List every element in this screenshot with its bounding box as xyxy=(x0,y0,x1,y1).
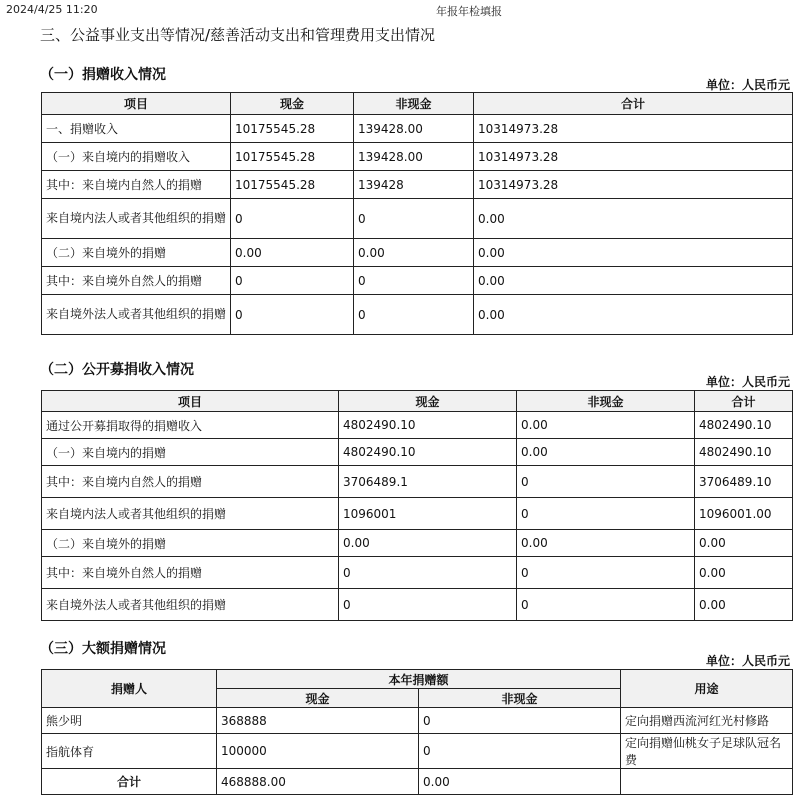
table-header-row xyxy=(42,93,793,115)
table-row xyxy=(42,498,793,530)
row-noncash: 0 xyxy=(517,557,695,589)
row-item: 其中：来自境内自然人的捐赠 xyxy=(42,466,339,498)
table1-title: （一）捐赠收入情况 xyxy=(40,67,166,83)
row-noncash: 0 xyxy=(419,708,621,734)
col-header-item: 项目 xyxy=(42,93,231,115)
row-purpose: 定向捐赠西流河红光村修路 xyxy=(621,708,793,734)
row-cash: 0 xyxy=(339,589,517,621)
row-purpose: 定向捐赠仙桃女子足球队冠名费 xyxy=(621,734,793,769)
table2-title: （二）公开募捐收入情况 xyxy=(40,362,194,378)
row-noncash: 0 xyxy=(354,295,474,335)
row-noncash: 0.00 xyxy=(354,239,474,267)
row-item: （一）来自境内的捐赠收入 xyxy=(42,143,231,171)
row-item: （二）来自境外的捐赠 xyxy=(42,239,231,267)
row-cash: 10175545.28 xyxy=(231,143,354,171)
col-header-purpose: 用途 xyxy=(621,670,793,708)
col-header-donor: 捐赠人 xyxy=(42,670,217,708)
row-total: 10314973.28 xyxy=(474,143,793,171)
col-header-noncash: 非现金 xyxy=(354,93,474,115)
col-header-total: 合计 xyxy=(474,93,793,115)
table-row xyxy=(42,589,793,621)
row-total: 10314973.28 xyxy=(474,115,793,143)
row-donor: 熊少明 xyxy=(42,708,217,734)
row-noncash: 0 xyxy=(354,199,474,239)
table-row xyxy=(42,708,793,734)
col-header-total: 合计 xyxy=(695,391,793,412)
row-noncash: 0 xyxy=(517,589,695,621)
col-header-amount-group: 本年捐赠额 xyxy=(217,670,621,689)
row-noncash: 0 xyxy=(517,466,695,498)
row-donor: 指航体育 xyxy=(42,734,217,769)
row-cash: 0 xyxy=(339,557,517,589)
print-datetime: 2024/4/25 11:20 xyxy=(6,3,98,16)
table-row xyxy=(42,439,793,466)
table-row xyxy=(42,295,793,335)
row-item: 来自境外法人或者其他组织的捐赠 xyxy=(42,295,231,335)
table2-unit: 单位：人民币元 xyxy=(705,375,790,389)
table-row xyxy=(42,734,793,769)
total-purpose xyxy=(621,769,793,795)
row-item: 通过公开募捐取得的捐赠收入 xyxy=(42,412,339,439)
row-cash: 100000 xyxy=(217,734,419,769)
row-noncash: 0.00 xyxy=(517,439,695,466)
row-item: （一）来自境内的捐赠 xyxy=(42,439,339,466)
table-header-row xyxy=(42,670,793,689)
total-label: 合计 xyxy=(42,769,217,795)
row-cash: 0 xyxy=(231,199,354,239)
row-noncash: 139428.00 xyxy=(354,115,474,143)
row-cash: 3706489.1 xyxy=(339,466,517,498)
row-total: 0.00 xyxy=(474,199,793,239)
table-row xyxy=(42,143,793,171)
row-total: 4802490.10 xyxy=(695,412,793,439)
page-header-title: 年报年检填报 xyxy=(436,5,502,18)
section-title: 三、公益事业支出等情况/慈善活动支出和管理费用支出情况 xyxy=(40,26,436,44)
row-noncash: 0 xyxy=(354,267,474,295)
col-header-noncash: 非现金 xyxy=(517,391,695,412)
row-noncash: 0.00 xyxy=(517,412,695,439)
row-total: 0.00 xyxy=(695,557,793,589)
row-cash: 0.00 xyxy=(339,530,517,557)
table-row xyxy=(42,239,793,267)
public-fundraising-table xyxy=(41,390,793,621)
large-donations-table xyxy=(41,669,793,795)
row-total: 0.00 xyxy=(474,295,793,335)
row-cash: 4802490.10 xyxy=(339,412,517,439)
row-noncash: 0.00 xyxy=(517,530,695,557)
row-noncash: 0 xyxy=(419,734,621,769)
row-total: 0.00 xyxy=(695,589,793,621)
table-row xyxy=(42,267,793,295)
row-item: 其中：来自境外自然人的捐赠 xyxy=(42,557,339,589)
table-row xyxy=(42,199,793,239)
row-total: 0.00 xyxy=(695,530,793,557)
table-row xyxy=(42,530,793,557)
table-row xyxy=(42,557,793,589)
col-header-noncash: 非现金 xyxy=(419,689,621,708)
row-item: 一、捐赠收入 xyxy=(42,115,231,143)
row-total: 10314973.28 xyxy=(474,171,793,199)
row-cash: 10175545.28 xyxy=(231,171,354,199)
row-item: 其中：来自境内自然人的捐赠 xyxy=(42,171,231,199)
table-header-row xyxy=(42,391,793,412)
row-total: 0.00 xyxy=(474,267,793,295)
row-total: 1096001.00 xyxy=(695,498,793,530)
total-cash: 468888.00 xyxy=(217,769,419,795)
row-item: 其中：来自境外自然人的捐赠 xyxy=(42,267,231,295)
col-header-item: 项目 xyxy=(42,391,339,412)
donation-income-table xyxy=(41,92,793,335)
row-item: 来自境外法人或者其他组织的捐赠 xyxy=(42,589,339,621)
row-noncash: 139428.00 xyxy=(354,143,474,171)
row-item: 来自境内法人或者其他组织的捐赠 xyxy=(42,199,231,239)
row-item: （二）来自境外的捐赠 xyxy=(42,530,339,557)
table3-unit: 单位：人民币元 xyxy=(705,654,790,668)
table-row xyxy=(42,171,793,199)
total-noncash: 0.00 xyxy=(419,769,621,795)
row-total: 0.00 xyxy=(474,239,793,267)
table1-unit: 单位：人民币元 xyxy=(705,78,790,92)
table-row xyxy=(42,466,793,498)
table3-title: （三）大额捐赠情况 xyxy=(40,641,166,657)
row-cash: 368888 xyxy=(217,708,419,734)
col-header-cash: 现金 xyxy=(217,689,419,708)
row-total: 3706489.10 xyxy=(695,466,793,498)
table-row xyxy=(42,412,793,439)
row-noncash: 0 xyxy=(517,498,695,530)
col-header-cash: 现金 xyxy=(339,391,517,412)
total-row xyxy=(42,769,793,795)
col-header-cash: 现金 xyxy=(231,93,354,115)
row-total: 4802490.10 xyxy=(695,439,793,466)
row-item: 来自境内法人或者其他组织的捐赠 xyxy=(42,498,339,530)
row-cash: 1096001 xyxy=(339,498,517,530)
row-cash: 0 xyxy=(231,267,354,295)
table-row xyxy=(42,115,793,143)
row-noncash: 139428 xyxy=(354,171,474,199)
row-cash: 0 xyxy=(231,295,354,335)
row-cash: 4802490.10 xyxy=(339,439,517,466)
row-cash: 0.00 xyxy=(231,239,354,267)
row-cash: 10175545.28 xyxy=(231,115,354,143)
